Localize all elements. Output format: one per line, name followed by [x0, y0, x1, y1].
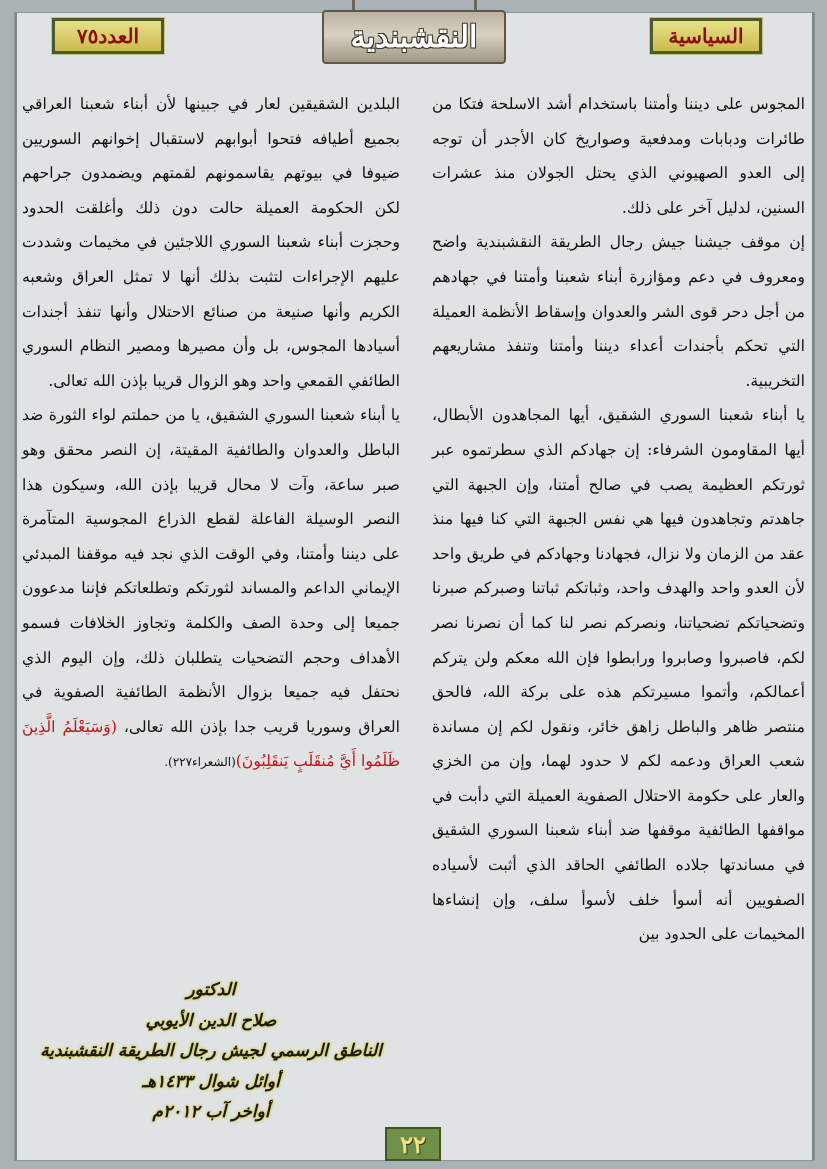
signature-block: [22, 975, 400, 1128]
page-number-badge: [385, 1127, 441, 1161]
paragraph-with-verse: [22, 398, 400, 780]
signature-role: الناطق الرسمي لجيش رجال الطريقة النقشبندية: [40, 1041, 382, 1061]
section-badge: [650, 18, 762, 54]
magazine-logo: [322, 10, 506, 64]
issue-badge: [52, 18, 164, 54]
signature-hijri-date: أوائل شوال ١٤٣٣هـ: [142, 1071, 280, 1092]
section-label: السياسية: [668, 24, 744, 48]
paragraph: المجوس على ديننا وأمتنا باستخدام أشد الاسلحة فتكا من طائرات ودبابات ومدفعية وصواريخ كان الأجدر أن توجه إلى العدو الصهيوني الذي يحتل الجولان منذ عشرات السنين، لدليل آخر على ذلك.: [432, 95, 805, 217]
right-border-rule: [812, 13, 814, 1160]
paragraph-text: يا أبناء شعبنا السوري الشقيق، يا من حملتم لواء الثورة ضد الباطل والعدوان والطائفية المقيتة، إن النصر محقق وهو صبر ساعة، وآت لا محال قريبا بإذن الله، وسيكون هذا النصر الوسيلة الفاعلة لقطع الذراع المجوسية المتآمرة على ديننا وأمتنا، وفي الوقت الذي نجد فيه موقفنا المبدئي الإيماني الداعم والمساند لثورتكم وتطلعاتكم فإننا مدعوون جميعا إلى وحدة الصف والكلمة وتجاوز الخلافات فسمو الأهداف وحجم التضحيات يتطلبان ذلك، وإن اليوم الذي نحتفل فيه جميعا بزوال الأنظمة الطائفية الصفوية في العراق وسوريا قريب جدا بإذن الله تعالى،: [22, 406, 400, 736]
verse-reference: (الشعراء٢٢٧).: [164, 755, 236, 770]
left-border-rule: [15, 13, 17, 1160]
magazine-title: النقشبندية: [350, 19, 478, 55]
paragraph: البلدين الشقيقين لعار في جبينها لأن أبناء شعبنا العراقي بجميع أطيافه فتحوا أبوابهم لاستقبال إخوانهم السوريين ضيوفا في بيوتهم يقاسمونهم لقمتهم ويضمدون جراحهم لكن الحكومة العميلة حالت دون ذلك وأغلقت الحدود وحجزت أبناء شعبنا السوري اللاجئين في مخيمات وشددت عليهم الإجراءات لتثبت بذلك أنها لا تمثل العراق وشعبه الكريم وأنها صنيعة من صنائع الاحتلال وأنها تنفذ أجندات أسيادها المجوس، بل وأن مصيرها ومصير النظام السوري الطائفي القمعي واحد وهو الزوال قريبا بإذن الله تعالى.: [22, 95, 400, 390]
page-number: ٢٢: [400, 1129, 426, 1159]
issue-label: العدد٧٥: [76, 24, 140, 48]
signature-title: الدكتور: [186, 980, 236, 1000]
signature-name: صلاح الدين الأيوبي: [145, 1010, 277, 1031]
signature-gregorian-date: أواخر آب ٢٠١٢م: [152, 1102, 270, 1122]
article-left-column: [22, 87, 400, 780]
quran-verse: (وَسَيَعْلَمُ الَّذِينَ ظَلَمُوا أَيَّ مُنقَلَبٍ يَنقَلِبُونَ): [22, 717, 400, 771]
paragraph: إن موقف جيشنا جيش رجال الطريقة النقشبندية واضح ومعروف في دعم ومؤازرة أبناء شعبنا وأمتنا في جهادهم من أجل دحر قوى الشر والعدوان وإسقاط الأنظمة العميلة التي تحكم بأجندات أعداء ديننا وأمتنا وتنفذ مشاريعهم التخريبية.: [432, 233, 805, 390]
article-right-column: [432, 87, 805, 952]
paragraph: يا أبناء شعبنا السوري الشقيق، أيها المجاهدون الأبطال، أيها المقاومون الشرفاء: إن جهادكم الذي سطرتموه عبر ثورتكم العظيمة يصب في صالح أمتنا، وإن الجبهة التي جاهدتم وتجاهدون فيها هي نفس الجبهة التي كنا فيها منذ عقد من الزمان ولا نزال، فجهادنا وجهادكم في طريق واحد لأن العدو واحد والهدف واحد، وثباتكم ثباتنا وصبركم صبرنا وتضحياتكم تضحياتنا، ونصركم نصر لنا كما أن نصرنا نصر لكم، فاصبروا وصابروا ورابطوا فإن الله معكم ولن يتركم أعمالكم، وأتموا مسيرتكم هذه على بركة الله، فالحق منتصر ظاهر والباطل زاهق خائر، ونقول لكم إن مساندة شعب العراق ودعمه لكم لا حدود لهما، وإن من الخزي والعار على حكومة الاحتلال الصفوية العميلة التي دأبت في مواقفها الطائفية موقفها ضد أبناء شعبنا السوري الشقيق في مساندتها جلاده الطائفي الحاقد الذي أثبت لأسياده الصفويين أنه أسوأ خلف لأسوأ سلف، وإن إنشاءها المخيمات على الحدود بين: [432, 406, 805, 944]
